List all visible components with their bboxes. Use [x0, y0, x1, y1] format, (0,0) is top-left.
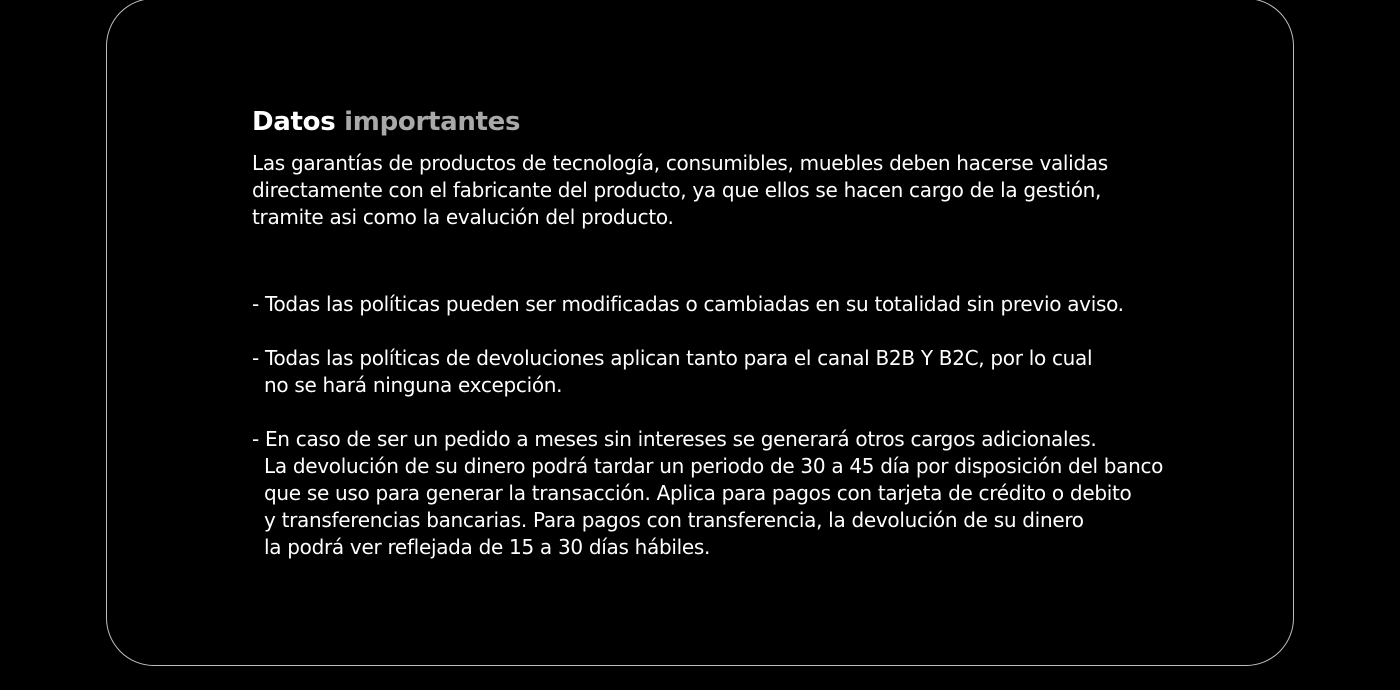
intro-line: directamente con el fabricante del producto, ya que ellos se hacen cargo de la gestión,	[252, 178, 1102, 202]
policy-line: - En caso de ser un pedido a meses sin intereses se generará otros cargos adicionales.	[252, 427, 1097, 451]
intro-paragraph	[252, 150, 1292, 231]
policy-line: y transferencias bancarias. Para pagos con transferencia, la devolución de su dinero	[264, 508, 1084, 532]
policy-line: - Todas las políticas pueden ser modificadas o cambiadas en su totalidad sin previo aviso.	[252, 292, 1124, 316]
policy-line: la podrá ver reflejada de 15 a 30 días hábiles.	[264, 535, 711, 559]
section-title	[252, 106, 1292, 138]
section-title-strong: Datos	[252, 107, 336, 137]
policy-line: que se uso para generar la transacción. Aplica para pagos con tarjeta de crédito o debito	[264, 481, 1132, 505]
policy-line: - Todas las políticas de devoluciones aplican tanto para el canal B2B Y B2C, por lo cual	[252, 346, 1093, 370]
policy-line: La devolución de su dinero podrá tardar un periodo de 30 a 45 día por disposición del banco	[264, 454, 1164, 478]
intro-line: tramite asi como la evalución del producto.	[252, 205, 674, 229]
policy-item-installments	[252, 426, 1292, 561]
intro-line: Las garantías de productos de tecnología, consumibles, muebles deben hacerse validas	[252, 151, 1108, 175]
policy-line: no se hará ninguna excepción.	[264, 373, 563, 397]
policy-item-channels	[252, 345, 1292, 399]
section-title-light: importantes	[344, 107, 521, 137]
policy-item-modifications	[252, 291, 1292, 318]
info-content	[252, 106, 1292, 561]
